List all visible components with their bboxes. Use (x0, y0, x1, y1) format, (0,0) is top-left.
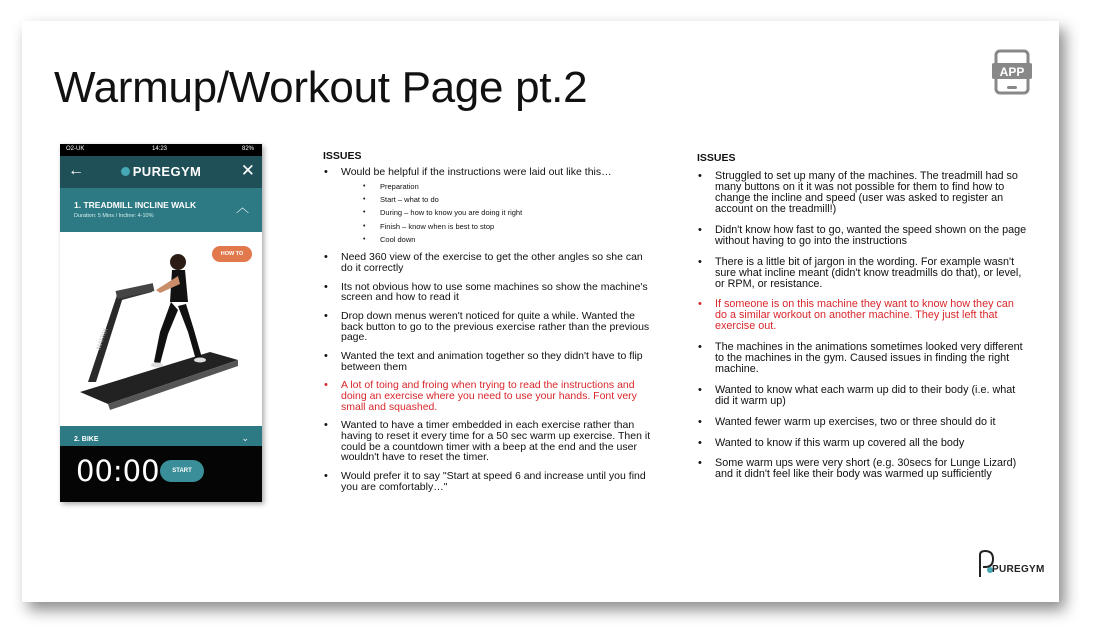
brand-dot-icon (121, 167, 130, 176)
issue-item: • Wanted the text and animation together so they didn't have to flip between them (323, 351, 653, 372)
issue-item: • Need 360 view of the exercise to get the other angles so she can do it correctly (323, 252, 653, 273)
app-screenshot (60, 144, 262, 502)
issue-item: • Would prefer it to say "Start at speed 6 and increase until you find you are comfortably…" (323, 471, 653, 492)
issue-item (323, 167, 653, 244)
issues-list (323, 167, 653, 492)
issue-item: • Wanted to know what each warm up did to their body (i.e. what did it warm up) (697, 385, 1027, 407)
issue-item-highlighted: • A lot of toing and froing when trying to read the instructions and doing an exercise where you need to use your hands. Font very small and squashed. (323, 380, 653, 412)
instruction-steps (341, 182, 653, 245)
chevron-up-icon[interactable]: ︿ (235, 200, 249, 215)
issue-item: • Drop down menus weren't noticed for quite a while. Wanted the back button to go to the previous exercise rather than the previous page. (323, 311, 653, 343)
step-item: • Preparation (341, 182, 653, 191)
svg-text:MATRIX: MATRIX (96, 327, 110, 351)
step-item: • Finish – know when is best to stop (341, 222, 653, 231)
issue-item: • Its not obvious how to use some machines so show the machine's screen and how to read it (323, 282, 653, 303)
slide (22, 21, 1059, 602)
timer-bar (60, 446, 262, 502)
start-button[interactable]: START (160, 460, 204, 482)
status-time: 14:23 (152, 146, 168, 152)
issue-item-highlighted: • If someone is on this machine they want to know how they can do a similar workout on another machine. They just left that exercise out. (697, 299, 1027, 332)
step-item: • During – how to know you are doing it right (341, 208, 653, 217)
exercise-meta: Duration: 5 Mins / Incline: 4-10% (74, 213, 154, 219)
how-to-button[interactable]: HOW TO (212, 246, 252, 262)
issue-item: • Struggled to set up many of the machines. The treadmill had so many buttons on it it was not possible for them to find how to change the incline and speed (user was asked to register an account on the treadmill!) (697, 171, 1027, 215)
next-exercise-header[interactable] (60, 426, 262, 446)
issues-column-left (323, 150, 653, 500)
slide-title: Warmup/Workout Page pt.2 (54, 63, 588, 112)
exercise-name: 1. TREADMILL INCLINE WALK (74, 200, 197, 210)
issue-item: • Wanted to have a timer embedded in each exercise rather than having to reset it every time for a 50 sec warm up exercise. Then it could be a countdown timer with a beep at the end and the user wouldn't have to reset the timer. (323, 420, 653, 462)
issue-item: • The machines in the animations sometimes looked very different to the machines in the gym. Caused issues in finding the right machine. (697, 342, 1027, 375)
issue-item: • Some warm ups were very short (e.g. 30secs for Lunge Lizard) and it didn't feel like their body was warmed up sufficiently (697, 458, 1027, 480)
issues-column-right (697, 152, 1027, 490)
exercise-animation (60, 232, 262, 426)
issue-text: Would be helpful if the instructions were laid out like this… (341, 166, 612, 178)
brand (60, 164, 262, 179)
step-item: • Cool down (341, 235, 653, 244)
carrier: O2-UK (66, 146, 85, 152)
issue-item: • There is a little bit of jargon in the wording. For example wasn't sure what incline meant (didn't know treadmills do that), or level, or RPM, or resistance. (697, 257, 1027, 290)
puregym-logo (976, 549, 1046, 579)
battery: 82% (241, 146, 254, 152)
back-arrow-icon[interactable]: ← (68, 162, 84, 179)
status-bar (60, 144, 262, 156)
next-exercise-name: 2. BIKE (74, 436, 99, 443)
timer-display: 00:00 (76, 454, 160, 488)
exercise-header[interactable] (60, 188, 262, 232)
step-item: • Start – what to do (341, 195, 653, 204)
issues-heading: ISSUES (697, 152, 736, 164)
logo-text: PUREGYM (992, 564, 1045, 575)
issue-item: • Wanted to know if this warm up covered all the body (697, 438, 1027, 449)
issues-heading: ISSUES (323, 150, 362, 162)
issues-list (697, 171, 1027, 480)
app-icon-label: APP (999, 65, 1025, 79)
issue-item: • Didn't know how fast to go, wanted the speed shown on the page without having to go into the instructions (697, 225, 1027, 247)
chevron-down-icon[interactable]: ⌄ (241, 433, 249, 443)
app-header (60, 156, 262, 188)
brand-name: PUREGYM (132, 164, 202, 179)
issue-item: • Wanted fewer warm up exercises, two or three should do it (697, 417, 1027, 428)
app-phone-icon (992, 49, 1032, 95)
close-icon[interactable]: ✕ (240, 161, 255, 180)
